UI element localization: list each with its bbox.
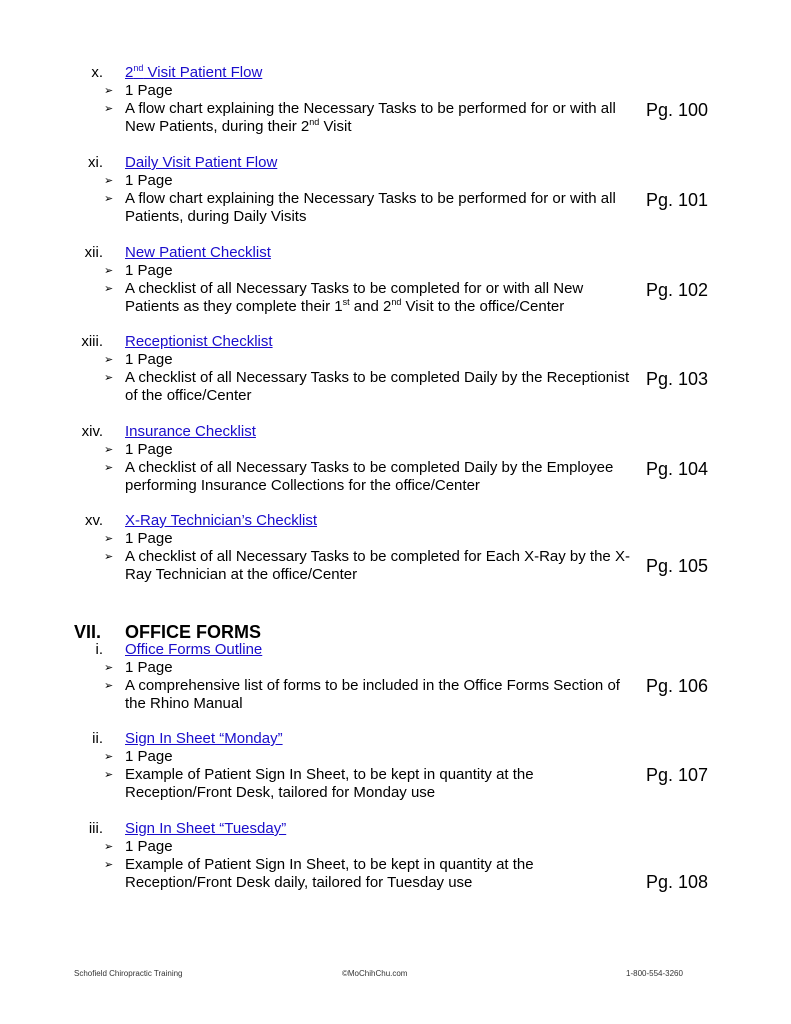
entry-number: ii. — [92, 730, 103, 747]
bullet-arrow-icon: ➢ — [104, 283, 114, 295]
page-count: 1 Page — [125, 748, 173, 765]
entry-description: A checklist of all Necessary Tasks to be completed for Each X-Ray by the X-Ray Technician at the office/Center — [125, 548, 630, 583]
bullet-arrow-icon: ➢ — [104, 265, 114, 277]
page-count: 1 Page — [125, 172, 173, 189]
page-reference: Pg. 108 — [646, 872, 709, 892]
entry-number: xv. — [84, 512, 103, 529]
section-title: OFFICE FORMS — [125, 622, 261, 642]
bullet-arrow-icon: ➢ — [104, 193, 114, 205]
entry-description: A checklist of all Necessary Tasks to be completed Daily by the Employee performing Insurance Collections for the office/Center — [125, 459, 614, 494]
page-reference: Pg. 105 — [646, 556, 709, 576]
entry-title-link[interactable]: Daily Visit Patient Flow — [125, 154, 278, 171]
bullet-arrow-icon: ➢ — [104, 751, 114, 763]
bullet-arrow-icon: ➢ — [104, 175, 114, 187]
page-reference: Pg. 101 — [646, 190, 709, 210]
bullet-arrow-icon: ➢ — [104, 680, 114, 692]
entry-description: A checklist of all Necessary Tasks to be completed for or with all New Patients as they complete their 1st and 2nd Visit to the office/Center — [125, 280, 584, 315]
entry-title-link[interactable]: Insurance Checklist — [125, 423, 256, 440]
page-reference: Pg. 106 — [646, 676, 709, 696]
entry-number: xi. — [88, 154, 103, 171]
bullet-arrow-icon: ➢ — [104, 372, 114, 384]
entry-title-link[interactable]: Sign In Sheet “Tuesday” — [125, 820, 287, 837]
bullet-arrow-icon: ➢ — [104, 662, 114, 674]
entry-number: xiv. — [81, 423, 103, 440]
bullet-arrow-icon: ➢ — [104, 551, 114, 563]
page-count: 1 Page — [125, 530, 173, 547]
entry-description: A flow chart explaining the Necessary Tasks to be performed for or with all Patients, during Daily Visits — [125, 190, 616, 225]
bullet-arrow-icon: ➢ — [104, 769, 114, 781]
page-count: 1 Page — [125, 441, 173, 458]
footer-website: ©MoChihChu.com — [342, 969, 408, 978]
page-count: 1 Page — [125, 351, 173, 368]
bullet-arrow-icon: ➢ — [104, 103, 114, 115]
page-reference: Pg. 107 — [646, 765, 709, 785]
page-reference: Pg. 100 — [646, 100, 709, 120]
entry-title-link[interactable]: New Patient Checklist — [125, 244, 271, 261]
entry-title-link[interactable]: X-Ray Technician’s Checklist — [125, 512, 318, 529]
page-count: 1 Page — [125, 838, 173, 855]
entry-description: A comprehensive list of forms to be included in the Office Forms Section of the Rhino Manual — [125, 677, 620, 712]
bullet-arrow-icon: ➢ — [104, 841, 114, 853]
bullet-arrow-icon: ➢ — [104, 444, 114, 456]
entry-title-link[interactable]: 2nd Visit Patient Flow — [125, 63, 263, 81]
footer-company: Schofield Chiropractic Training — [74, 969, 183, 978]
page-reference: Pg. 103 — [646, 369, 709, 389]
entry-description: Example of Patient Sign In Sheet, to be kept in quantity at the Reception/Front Desk, tailored for Monday use — [125, 766, 534, 801]
entry-description: A flow chart explaining the Necessary Tasks to be performed for or with all New Patients, during their 2nd Visit — [125, 100, 616, 135]
entry-description: A checklist of all Necessary Tasks to be completed Daily by the Receptionist of the office/Center — [125, 369, 630, 404]
entry-number: x. — [91, 64, 103, 81]
section-number: VII. — [74, 622, 102, 642]
page-count: 1 Page — [125, 262, 173, 279]
footer-phone: 1-800-554-3260 — [626, 969, 683, 978]
page-count: 1 Page — [125, 659, 173, 676]
entry-title-link[interactable]: Office Forms Outline — [125, 641, 263, 658]
bullet-arrow-icon: ➢ — [104, 85, 114, 97]
entry-number: i. — [95, 641, 103, 658]
bullet-arrow-icon: ➢ — [104, 859, 114, 871]
page-count: 1 Page — [125, 82, 173, 99]
entry-title-link[interactable]: Sign In Sheet “Monday” — [125, 730, 283, 747]
page-reference: Pg. 104 — [646, 459, 709, 479]
bullet-arrow-icon: ➢ — [104, 354, 114, 366]
bullet-arrow-icon: ➢ — [104, 533, 114, 545]
page-reference: Pg. 102 — [646, 280, 709, 300]
entry-number: iii. — [88, 820, 103, 837]
entry-title-link[interactable]: Receptionist Checklist — [125, 333, 273, 350]
entry-description: Example of Patient Sign In Sheet, to be kept in quantity at the Reception/Front Desk daily, tailored for Tuesday use — [125, 856, 534, 891]
entry-number: xii. — [84, 244, 103, 261]
entry-number: xiii. — [81, 333, 103, 350]
bullet-arrow-icon: ➢ — [104, 462, 114, 474]
